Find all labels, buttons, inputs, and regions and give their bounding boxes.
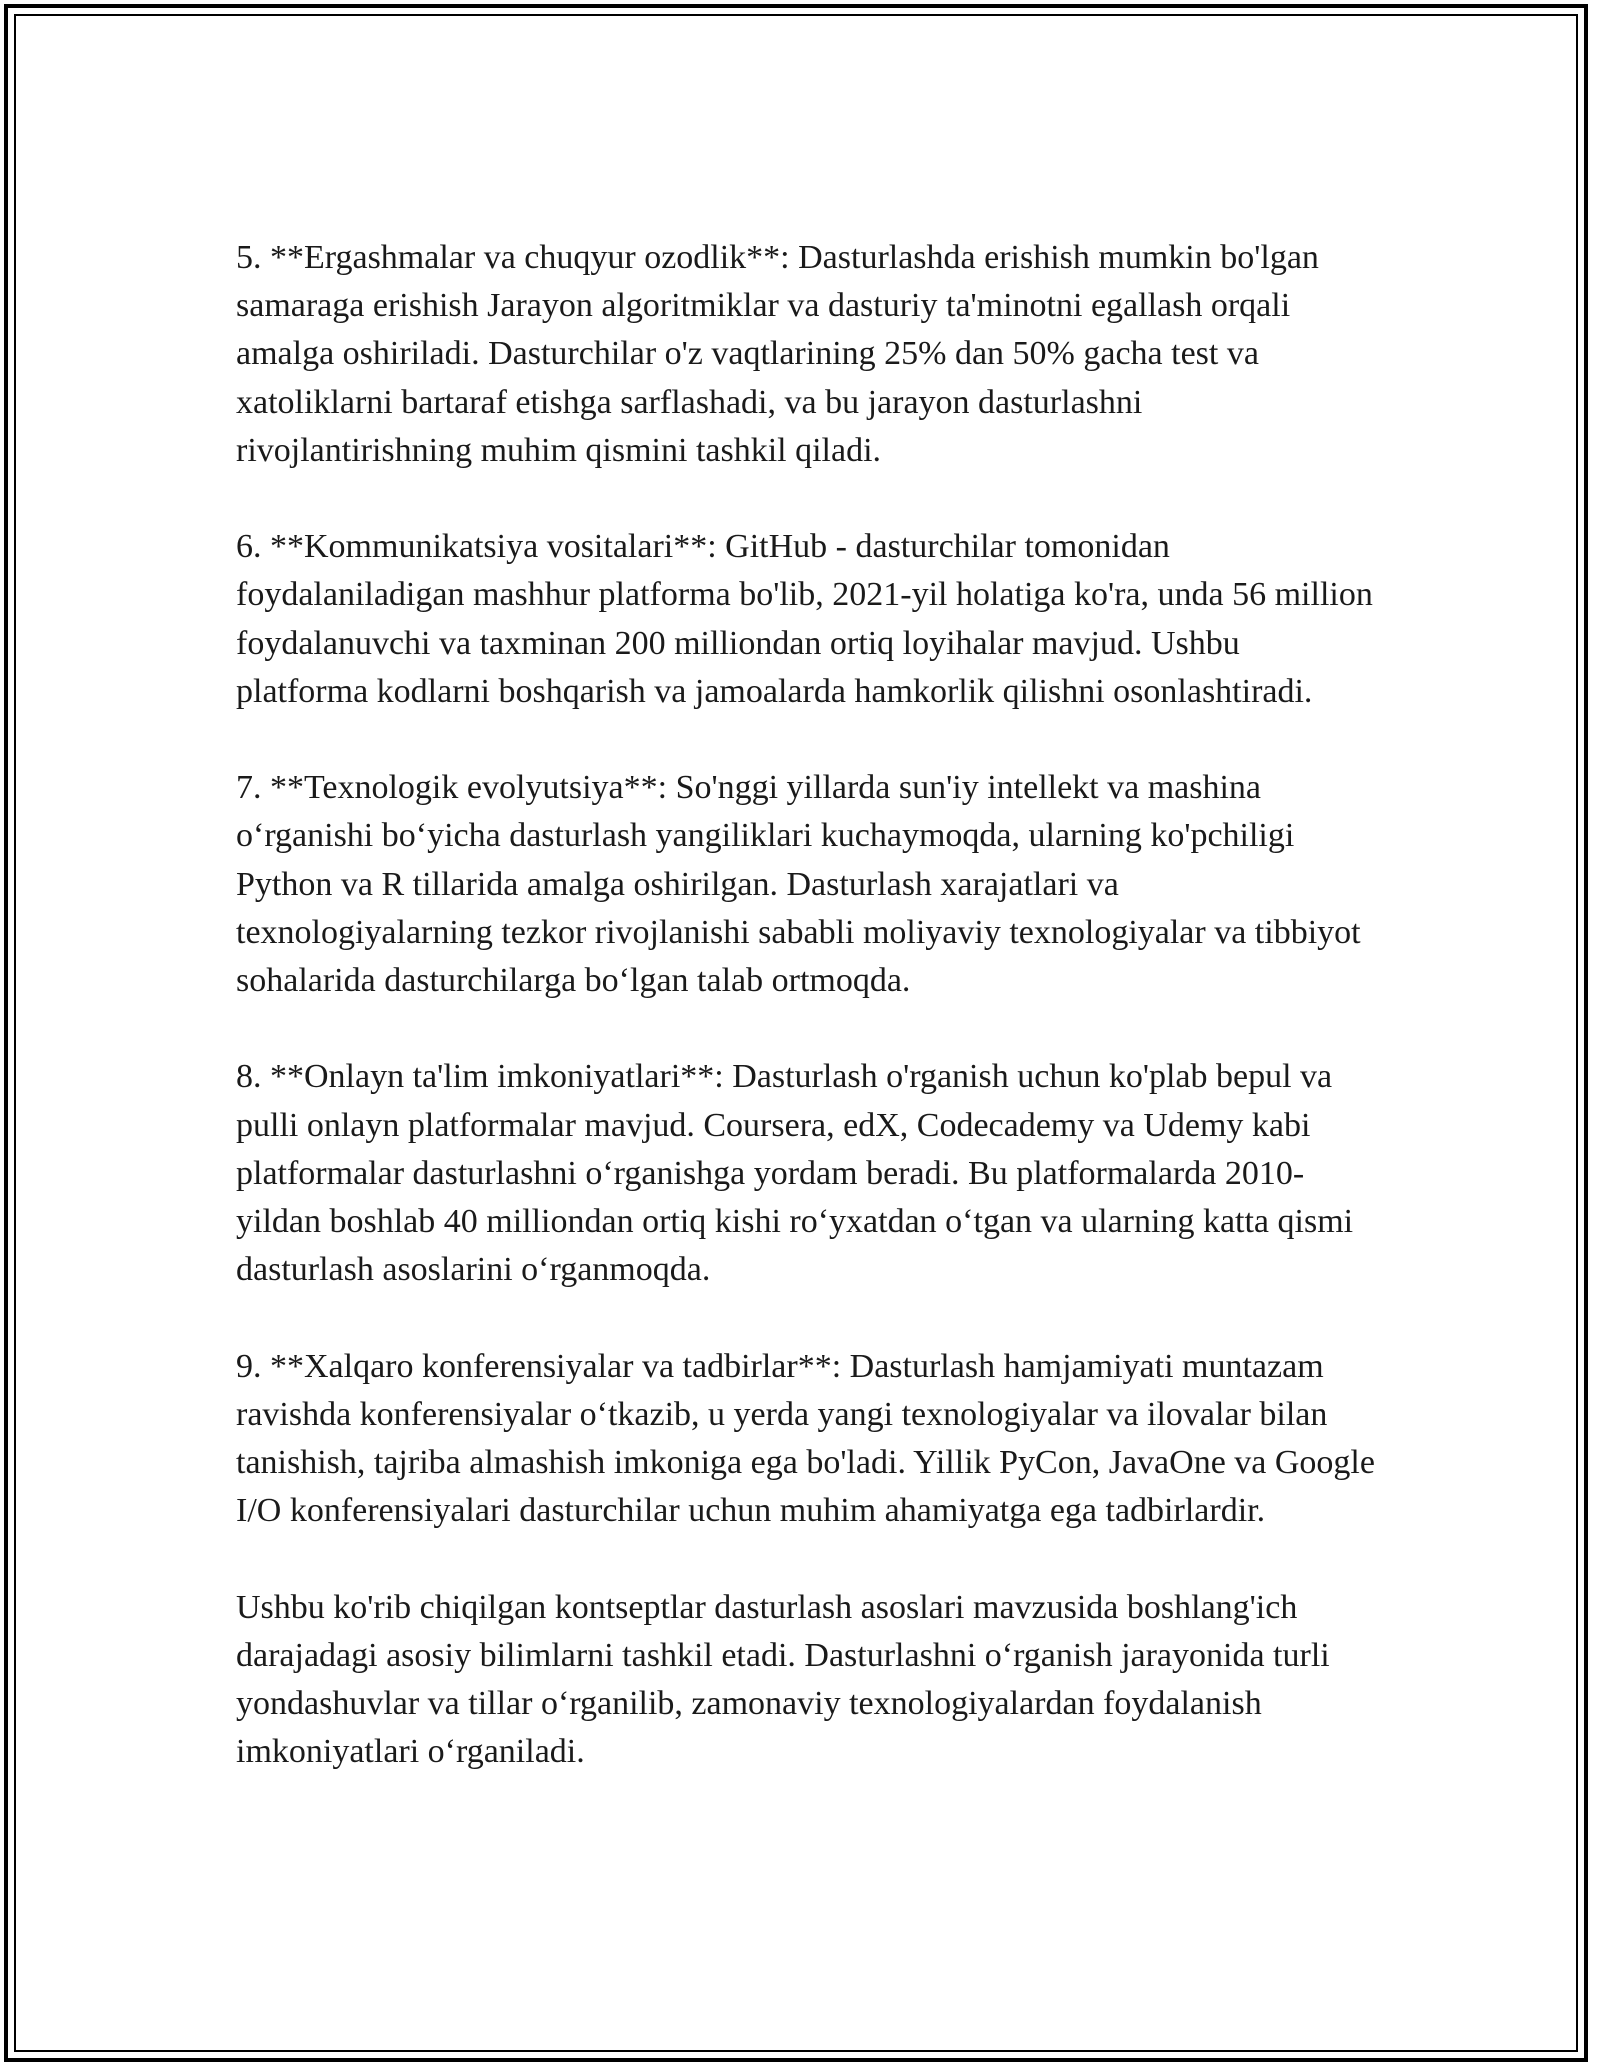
paragraph-item-9: 9. **Xalqaro konferensiyalar va tadbirlar**: Dasturlash hamjamiyati muntazam ravishda konferensiyalar o‘tkazib, u yerda yangi texnologiyalar va ilovalar bilan tanishish, tajriba almashish imkoniga ega bo'ladi. Yillik PyCon, JavaOne va Google I/O konferensiyalari dasturchilar uchun muhim ahamiyatga ega tadbirlardir. (236, 1347, 1375, 1530)
paragraph-conclusion: Ushbu ko'rib chiqilgan kontseptlar dasturlash asoslari mavzusida boshlang'ich darajadagi asosiy bilimlarni tashkil etadi. Dasturlashni o‘rganish jarayonida turli yondashuvlar va tillar o‘rganilib, zamonaviy texnologiyalardan foydalanish imkoniyatlari o‘rganiladi. (236, 1588, 1330, 1771)
paragraph-item-5: 5. **Ergashmalar va chuqyur ozodlik**: Dasturlashda erishish mumkin bo'lgan samaraga erishish Jarayon algoritmiklar va dasturiy ta'minotni egallash orqali amalga oshiriladi. Dasturchilar o'z vaqtlarining 25% dan 50% gacha test va xatoliklarni bartaraf etishga sarflashadi, va bu jarayon dasturlashni rivojlantirishning muhim qismini tashkil qiladi. (236, 239, 1319, 469)
paragraph-item-7: 7. **Texnologik evolyutsiya**: So'nggi yillarda sun'iy intellekt va mashina o‘rganishi bo‘yicha dasturlash yangiliklari kuchaymoqda, ularning ko'pchiligi Python va R tillarida amalga oshirilgan. Dasturlash xarajatlari va texnologiyalarning tezkor rivojlanishi sababli moliyaviy texnologiyalar va tibbiyot sohalarida dasturchilarga bo‘lgan talab ortmoqda. (236, 769, 1361, 1000)
paragraph-item-6: 6. **Kommunikatsiya vositalari**: GitHub - dasturchilar tomonidan foydalaniladigan mashhur platforma bo'lib, 2021-yil holatiga ko'ra, unda 56 million foydalanuvchi va taxminan 200 milliondan ortiq loyihalar mavjud. Ushbu platforma kodlarni boshqarish va jamoalarda hamkorlik qilishni osonlashtiradi. (236, 528, 1373, 710)
paragraph-item-8: 8. **Onlayn ta'lim imkoniyatlari**: Dasturlash o'rganish uchun ko'plab bepul va pulli onlayn platformalar mavjud. Coursera, edX, Codecademy va Udemy kabi platformalar dasturlashni o‘rganishga yordam beradi. Bu platformalarda 2010-yildan boshlab 40 milliondan ortiq kishi ro‘yxatdan o‘tgan va ularning katta qismi dasturlash asoslarini o‘rganmoqda. (236, 1058, 1354, 1289)
document-body (236, 234, 1376, 1825)
